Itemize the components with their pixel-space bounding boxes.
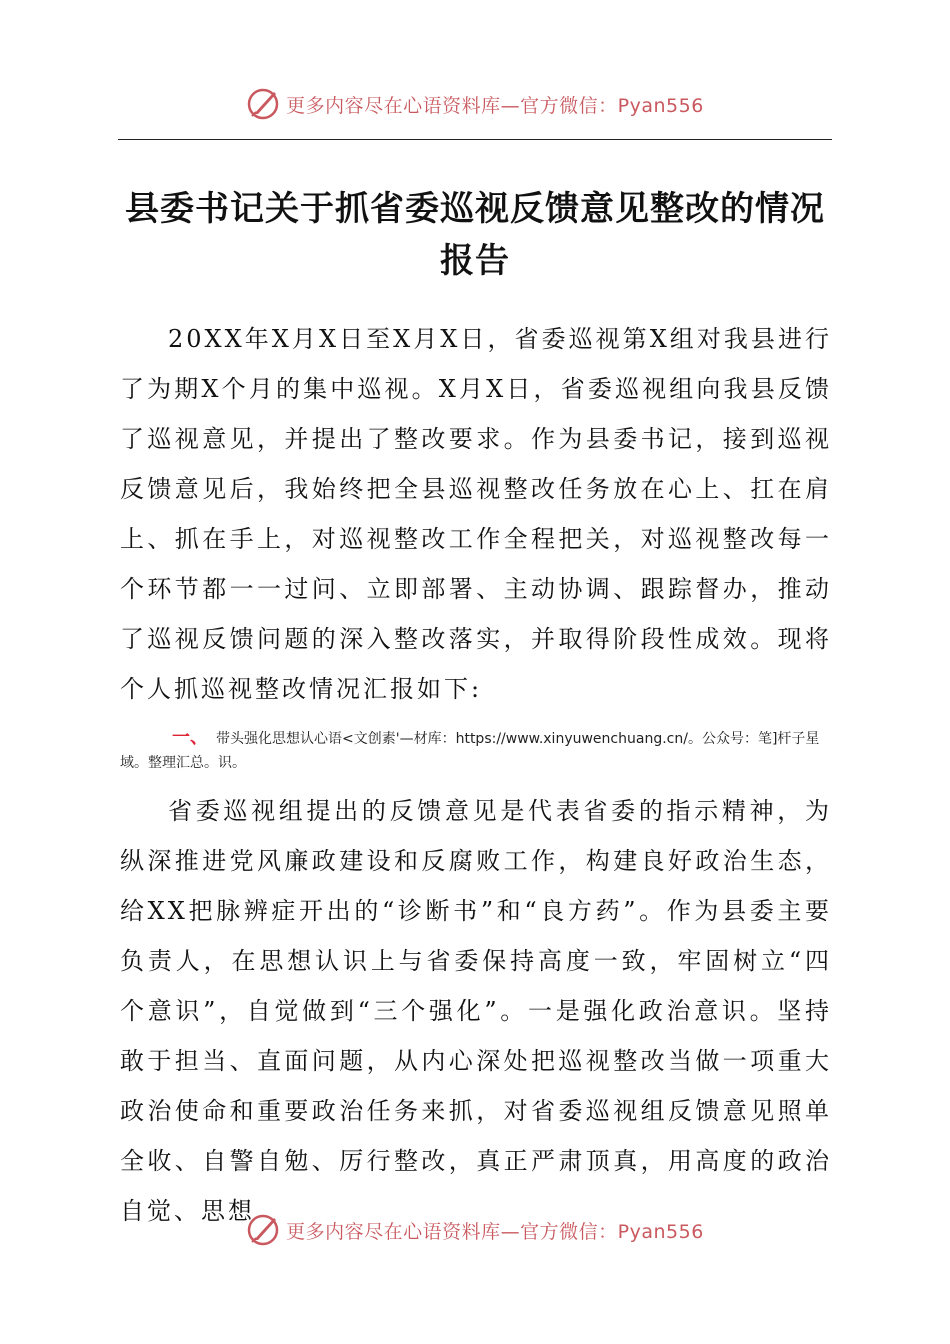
section-heading: [120, 726, 832, 775]
section-heading-text: 带头强化思想认心语<文创素'—材库：https://www.xinyuwenchuang.cn/。公众号：笔]杆子星域。整理汇总。识。: [120, 731, 820, 771]
intro-paragraph: 20XX年X月X日至X月X日，省委巡视第X组对我县进行了为期X个月的集中巡视。X月X日，省委巡视组向我县反馈了巡视意见，并提出了整改要求。作为县委书记，接到巡视反馈意见后，我始终把全县巡视整改任务放在心上、扛在肩上、抓在手上，对巡视整改工作全程把关，对巡视整改每一个环节都一一过问、立即部署、主动协调、跟踪督办，推动了巡视反馈问题的深入整改落实，并取得阶段性成效。现将个人抓巡视整改情况汇报如下:: [120, 325, 832, 703]
document-title: 县委书记关于抓省委巡视反馈意见整改的情况报告: [125, 188, 825, 281]
quill-logo-icon: [246, 1212, 282, 1248]
header-divider: [118, 139, 832, 140]
quill-logo-icon: [246, 86, 282, 122]
body-paragraph: 省委巡视组提出的反馈意见是代表省委的指示精神，为纵深推进党风廉政建设和反腐败工作，构建良好政治生态，给XX把脉辨症开出的“诊断书”和“良方药”。作为县委主要负责人，在思想认识上与省委保持高度一致，牢固树立“四个意识”，自觉做到“三个强化”。一是强化政治意识。坚持敢于担当、直面问题，从内心深处把巡视整改当做一项重大政治使命和重要政治任务来抓，对省委巡视组反馈意见照单全收、自警自勉、厉行整改，真正严肃顶真，用高度的政治自觉、思想: [120, 797, 832, 1225]
footer-banner: [0, 1210, 950, 1250]
section-number: 一、: [172, 727, 208, 748]
banner-text: 更多内容尽在心语资料库—官方微信：Pyan556: [286, 94, 704, 117]
header-banner: [0, 84, 950, 124]
banner-text: 更多内容尽在心语资料库—官方微信：Pyan556: [286, 1220, 704, 1243]
